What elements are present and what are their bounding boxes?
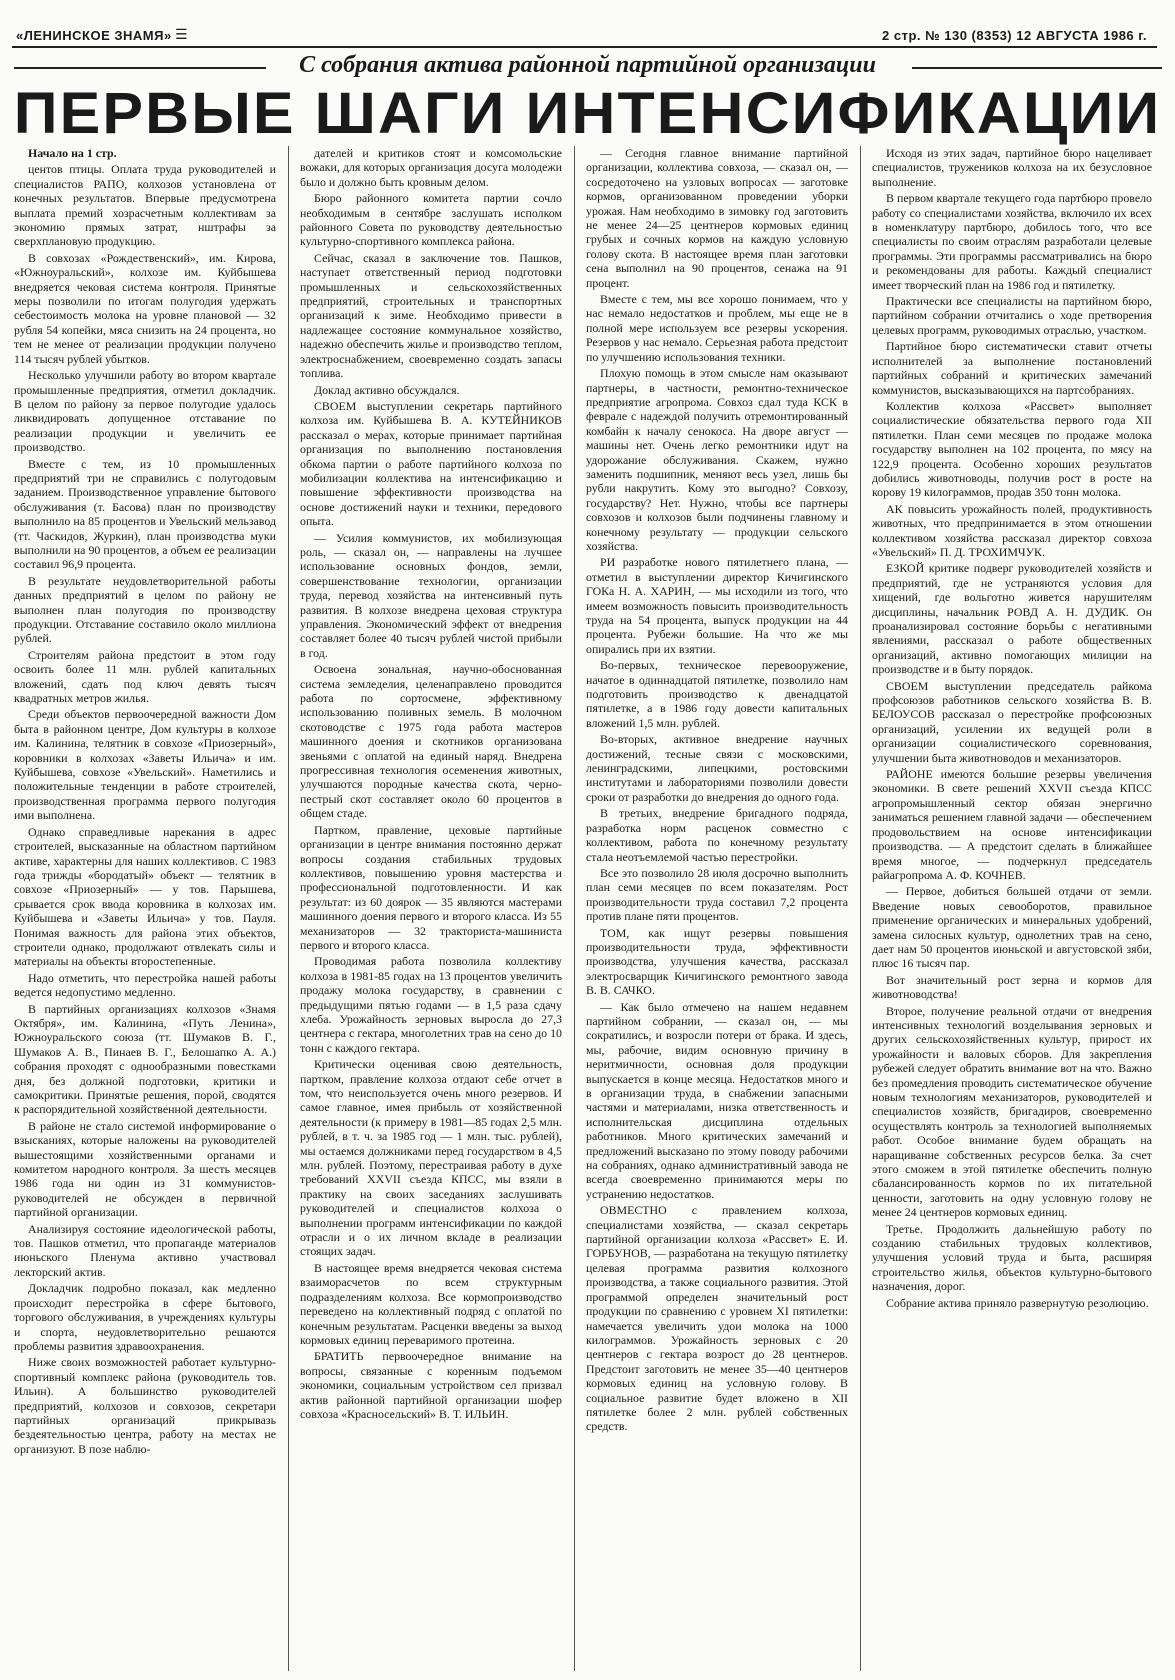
article-paragraph: В районе не стало системой информирование о взысканиях, которые наложены на руководителей вышестоящими хозяйственными органами и комитетом народного контроля. За шесть месяцев 1986 года ни один из 31 коммунистов-руководителей не обсужден в первичной партийной организации.	[14, 1118, 276, 1220]
column-2	[300, 146, 562, 1671]
article-body	[14, 146, 1164, 1671]
article-paragraph: Освоена зональная, научно-обоснованная система земледелия, целенаправлено проводится работа по сортосмене, эффективному использованию поливных земель. В молочном скотоводстве с 1975 года работа мастеров машинного доения и скотников организована звеньями с оплатой на единый наряд. Внедрена прогрессивная технология осеменения животных, улучшаются породные качества скота, черно-пестрый скот составляет около 60 процентов в общем стаде.	[300, 662, 562, 821]
article-paragraph: — Сегодня главное внимание партийной организации, коллектива совхоза, — сказал он, — сосредоточено на узловых вопросах — заготовке кормов, организованном проведении уборки урожая. Нам необходимо в зимовку год заготовить не менее 24—25 центнеров кормовых единиц грубых и сочных кормов на каждую условную голову скота. В настоящее время план заготовки сена выполнил на 90 процентов, сенажа на 91 процент.	[586, 146, 848, 290]
column-3	[586, 146, 848, 1671]
kicker-rule-right	[912, 67, 1162, 69]
article-paragraph: Анализируя состояние идеологической работы, тов. Пашков отметил, что пропаганде материалов июньского Пленума активно участвовал лекторский актив.	[14, 1221, 276, 1279]
article-paragraph: Доклад активно обсуждался.	[314, 382, 460, 397]
column-4-text	[872, 146, 1152, 1310]
continued-note: Начало на 1 стр.	[28, 146, 117, 160]
article-paragraph: Плохую помощь в этом смысле нам оказывают партнеры, в частности, ремонтно-техническое предприятие агропрома. Совхоз сдал туда КСК в феврале с надеждой получить отремонтированный комбайн к началу сенокоса. На дворе август — машины нет. Очень легко ремонтники идут на удорожание обслуживания. Скажем, нужно заменить подшипник, меняют весь узел, лишь бы рубли накрутить. Кому это выгодно? Совхозу, государству? Нет. Нужно, чтобы все партнеры совхозов и колхозов были подчинены главному и конечному результату — продукции сельского хозяйства.	[586, 366, 848, 553]
article-paragraph: Бюро районного комитета партии сочло необходимым в сентябре заслушать исполком районного Совета по руководству деятельностью культурно-спортивного комплекса района.	[300, 191, 562, 249]
article-paragraph: Практически все специалисты на партийном бюро, партийном собрании отчитались о ходе претворения целевых программ, руководимых отраслью, участком.	[872, 294, 1152, 337]
article-paragraph: дателей и критиков стоят и комсомольские вожаки, для которых организация досуга молодежи было и должно быть кровным делом.	[300, 146, 562, 189]
article-paragraph: — Как было отмечено на нашем недавнем партийном собрании, — сказал он, — мы сократились, и возросли потери от брака. И здесь, мы, рабочие, видим основную причину в неритмичности, основная доля продукции выпускается в конце месяца. Недостатков много и в организации труда, в снабжении запасными частями и материалами, низка ответственность и исполнительская дисциплина отдельных работников. Много критических замечаний и предложений высказано по этому поводу рабочими на собраниях, однако административный завода не всегда своевременно принимаются меры по устранению недостатков.	[586, 999, 848, 1201]
article-paragraph: Строителям района предстоит в этом году освоить более 11 млн. рублей капитальных вложений, сдать под ключ девять тысяч квадратных метров жилья.	[14, 647, 276, 706]
article-paragraph: БРАТИТЬ первоочередное внимание на вопросы, связанные с коренным подъемом экономики, социальным устройством сел призвал актив районной партийной организации шофер совхоза «Красносельский» В. Т. ИЛЬИН.	[300, 1349, 562, 1421]
article-paragraph: — Первое, добиться большей отдачи от земли. Введение новых севооборотов, правильное применение органических и минеральных удобрений, замена силосных культур, однолетних трав на сено, дает нам 50 процентов июньской и августовской зяби, плюс 16 тысяч пар.	[872, 884, 1152, 971]
article-paragraph: Среди объектов первоочередной важности Дом быта в районном центре, Дом культуры в колхозе им. Калинина, телятник в совхозе «Приозерный», коровники в колхозах «Заветы Ильича» и им. Куйбышева, совхозе «Увельский». Наметились и положительные тенденции в работе строителей, производственная программа первого полугодия ими выполнена.	[14, 707, 276, 823]
article-paragraph: Надо отметить, что перестройка нашей работы ведется недопустимо медленно.	[14, 970, 276, 1000]
column-4	[872, 146, 1152, 1671]
article-paragraph: В третьих, внедрение бригадного подряда, разработка норм расценок совместно с коллективом, работа по конечному результату стала неотъемлемой частью перестройки.	[586, 806, 848, 864]
article-paragraph: Партком, правление, цеховые партийные организации в центре внимания постоянно держат вопросы создания стабильных трудовых коллективов, повышению уровня мастерства и профессиональной подготовленности. И как результат: из 60 доярок — 35 являются мастерами машинного доения первого и второго класса. Из 55 механизаторов — 32 тракториста-машиниста первого и второго класса.	[300, 822, 562, 952]
newspaper-name: «ЛЕНИНСКОЕ ЗНАМЯ»	[16, 28, 172, 43]
column-3-text	[586, 146, 848, 1434]
masthead	[12, 24, 1157, 48]
article-paragraph: РАЙОНЕ имеются большие резервы увеличения экономики. В свете решений XXVII съезда КПСС агропромышленный сектор обязан энергично заниматься решением главной задачи — обеспечением продовольствием на основе интенсификации производства. — А предстоит сделать в ближайшее время многое, — подчеркнул председатель райагропрома А. Ф. КОЧНЕВ.	[872, 767, 1152, 882]
article-paragraph: В первом квартале текущего года партбюро провело работу со специалистами хозяйства, включило их всех в номенклатуру партбюро, добилось того, что все специалисты по своим отраслям разработали целевые программы. Эти программы рассматривались на бюро и рекомендованы для работы. Каждый специалист имеет творческий план на 1986 год и пятилетку.	[872, 191, 1152, 292]
article-paragraph: центов птицы. Оплата труда руководителей и специалистов РАПО, колхозов установлена от конечных результатов. Впервые предусмотрена выплата премий хозрасчетным коллективам за экономию прямых затрат, нштрафы за сверхплановую продукцию.	[14, 162, 276, 249]
article-paragraph: В результате неудовлетворительной работы данных предприятий в целом по району не выполнен план полугодия по производству продукции. Отставание составило около миллиона рублей.	[14, 573, 276, 646]
article-paragraph: СВОЕМ выступлении секретарь партийного колхоза им. Куйбышева В. А. КУТЕЙНИКОВ рассказал о мерах, которые принимает партийная организация по выполнению постановления обкома партии о работе партийного колхоза по мобилизации коллектива на интенсификацию и повышение эффективности производства на основе достижений науки и техники, передового опыта.	[300, 398, 562, 529]
article-paragraph: Вот значительный рост зерна и кормов для животноводства!	[872, 972, 1152, 1002]
article-paragraph: Второе, получение реальной отдачи от внедрения интенсивных технологий возделывания зерновых и других сельскохозяйственных культур, прирост их урожайности и валовых сборов. Для закрепления рубежей следует обратить внимание вот на что. Важно без промедления проводить систематическое обучение новым технологиям механизаторов, руководителей и специалистов хозяйств, бригадиров, своевременно осуществлять контроль за технологией выполняемых работ. Особое внимание будем обращать на наращивание собственных ресурсов белка. За счет этого сможем в этой пятилетке обеспечить полную сбалансированность кормов по их питательной ценности, заготовить на одну условную голову не менее 24 центнеров кормовых единиц.	[872, 1003, 1152, 1220]
masthead-ornament: ☰	[175, 26, 189, 42]
article-paragraph: Исходя из этих задач, партийное бюро нацеливает специалистов, тружеников колхоза на их безусловное выполнение.	[872, 146, 1152, 189]
article-paragraph: Во-первых, техническое перевооружение, начатое в одиннадцатой пятилетке, позволило нам подготовить производство к двенадцатой пятилетке, а в 1986 году довести капитальных вложений 1,5 млн. рублей.	[586, 658, 848, 730]
article-paragraph: Все это позволило 28 июля досрочно выполнить план семи месяцев по всем показателям. Рост производительности труда составил 7,2 процента против плане пяти процентов.	[586, 865, 848, 924]
article-paragraph: СВОЕМ выступлении председатель райкома профсоюзов работников сельского хозяйства В. В. БЕЛОУСОВ рассказал о перестройке профсоюзных организаций, усилении их ведущей роли в организации социалистического соревнования, улучшении быта животноводов и механизаторов.	[872, 678, 1152, 765]
article-paragraph: Третье. Продолжить дальнейшую работу по созданию стабильных трудовых коллективов, улучшения условий труда и быта, расширяя строительство жилья, объектов культурно-бытового назначения, дорог.	[872, 1221, 1152, 1294]
kicker: С собрания актива районной партийной организации	[299, 52, 876, 78]
article-paragraph: РИ разработке нового пятилетнего плана, — отметил в выступлении директор Кичигинского ГОКа Н. А. ХАРИН, — мы исходили из того, что имеем возможность повысить производительность труда на 54 процента, выпуск продукции на 44 процента. Рубежи большие. На что же мы опирались при их взятии.	[586, 555, 848, 656]
column-rule	[860, 146, 861, 1671]
article-paragraph: ОВМЕСТНО с правлением колхоза, специалистами хозяйства, — сказал секретарь партийной организации колхоза «Рассвет» Е. И. ГОРБУНОВ, — разработана на текущую пятилетку целевая программа развития колхозного производства, а также социального развития. Этой программой определен значительный рост продукции по сравнению с уровнем XI пятилетки: намечается увеличить удои молока на 1000 килограммов. Урожайность зерновых с 20 центнеров с гектара возрост до 28 центнеров. Предстоит заготовить не менее 35—40 центнеров кормовых единиц на условную голову. В социальное развитие будет вложено в XII пятилетке более 2 млн. рублей собственных средств.	[586, 1203, 848, 1434]
article-paragraph: В совхозах «Рождественский», им. Кирова, «Южноуральский», колхозе им. Куйбышева внедряется чековая система контроля. Принятые меры позволили по итогам полугодия удержать себестоимость молока на уровне плановой — 32 рубля 54 копейки, мяса снизить на 24 процента, но тем не менее от реализации продукции получено 114 тысяч рублей убытков.	[14, 250, 276, 366]
article-paragraph: В партийных организациях колхозов «Знамя Октября», им. Калинина, «Путь Ленина», Южноуральского союза (тт. Шумаков В. Г., Шумаков А. В., Пинаев В. Г., Белошапко А. А.) собрания проходят с однообразными повестками дня, без должной подготовки, критики и самокритики. Принятые решения, порой, сводятся к распорядительной хозяйственной деятельности.	[14, 1001, 276, 1117]
article-paragraph: АК повысить урожайность полей, продуктивность животных, что предпринимается в этом отношении коллективом хозяйства рассказал директор совхоза «Увельский» П. Д. ТРОХИМЧУК.	[872, 501, 1152, 559]
article-paragraph: Однако справедливые нарекания в адрес строителей, высказанные на областном партийном активе, характерны для наших коллективов. С 1983 года трижды «бородатый» объект — телятник в совхозе «Приозерный» — у тов. Парышева, срывается срок ввода коровника в колхозах им. Куйбышева и «Заветы Ильича» у тов. Пауля. Понимая важность для района этих объектов, строители однако, продолжают отвлекать силы и материалы на объекты второстепенные.	[14, 824, 276, 969]
article-paragraph: В настоящее время внедряется чековая система взаиморасчетов по всем структурным подразделениям колхоза. Все кормопроизводство переведено на коллективный подряд с оплатой по конечным результатам. Расценки введены за выход кормовых единиц переваримого протеина.	[300, 1260, 562, 1347]
article-paragraph: ТОМ, как ищут резервы повышения производительности труда, эффективности производства, улучшения качества, рассказал электросварщик Кичигинского ремонтного завода В. В. САЧКО.	[586, 925, 848, 998]
column-1	[14, 146, 276, 1671]
article-paragraph: Несколько улучшили работу во втором квартале промышленные предприятия, отметил докладчик. В целом по району за первое полугодие удалось ликвидировать допущенное отставание по реализации продукции и увеличить ее производство.	[14, 368, 276, 455]
article-paragraph: Вместе с тем, из 10 промышленных предприятий три не справились с полугодовым заданием. Производственное управление бытового обслуживания (т. Басова) план по производству выполнило на 85 процентов и Увельский мельзавод (тт. Часкидов, Журкин), план производства муки выполнили на 90 процентов, а объем ее реализации составил 96,9 процента.	[14, 456, 276, 572]
column-2-text	[300, 146, 562, 1421]
article-paragraph: — Усилия коммунистов, их мобилизующая роль, — сказал он, — направлены на лучшее использование основных фондов, земли, совершенствование технологии, организации труда, перевод хозяйства на интенсивный путь развития. В колхозе внедрена цеховая структура управления. Экономический эффект от внедрения составляет более 40 тысяч рублей чистой прибыли в год.	[300, 530, 562, 660]
article-paragraph: ЕЗКОЙ критике подверг руководителей хозяйств и предприятий, где не устраняются условия для хищений, где вольготно живется нарушителям дисциплины, начальник РОВД А. Н. ДУДИК. Он проанализировал состояние борьбы с негативными явлениями, рассказал о работе общественных организаций, активно помогающих милиции на производстве и в быту порядок.	[872, 561, 1152, 677]
column-1-text	[14, 162, 276, 1456]
article-paragraph: Во-вторых, активное внедрение научных достижений, тесные связи с московскими, ленинградскими, липецкими, ростовскими институтами и лабораториями позволили довести сроки от разработки до внедрения до одного года.	[586, 732, 848, 804]
article-paragraph: Проводимая работа позволила коллективу колхоза в 1981-85 годах на 13 процентов увеличить продажу молока государству, в сравнении с предыдущими пятью годами — в 1,5 раза сдачу хлеба. Урожайность зерновых выросла до 27,3 центнера с гектара, многолетних трав на сено до 10 тонн с каждого гектара.	[300, 954, 562, 1055]
headline: ПЕРВЫЕ ШАГИ ИНТЕНСИФИКАЦИИ	[13, 81, 1162, 146]
article-paragraph: Докладчик подробно показал, как медленно происходит перестройка в сфере бытового, торгового обслуживания, в учреждениях культуры и спорта, неудовлетворительно решаются проблемы развития здравоохранения.	[14, 1281, 276, 1353]
column-rule	[574, 146, 575, 1671]
article-paragraph: Вместе с тем, мы все хорошо понимаем, что у нас немало недостатков и проблем, мы еще не в полной мере используем все резервы ускорения. Резервов у нас немало. Серьезная работа предстоит по улучшению использования техники.	[586, 292, 848, 364]
article-paragraph: Партийное бюро систематически ставит отчеты исполнителей за выполнение постановлений партийных собраний и критических замечаний коммунистов, высказывающихся на партсобраниях.	[872, 339, 1152, 397]
article-paragraph: Собрание актива приняло развернутую резолюцию.	[886, 1295, 1149, 1310]
column-rule	[288, 146, 289, 1671]
article-paragraph: Сейчас, сказал в заключение тов. Пашков, наступает ответственный период подготовки промышленных и сельскохозяйственных предприятий, строительных и транспортных организаций к зиме. Необходимо привести в надлежащее состояние коммунальное хозяйство, надежно обеспечить жилье и производство теплом, электроснабжением, своевременно создать запасы топлива.	[300, 250, 562, 381]
article-paragraph: Критически оценивая свою деятельность, партком, правление колхоза отдают себе отчет в том, что неиспользуется очень много резервов. И самое главное, имея прибыль от хозяйственной деятельности (к примеру в 1981—85 годах 2,5 млн. рублей, в т. ч. за 1985 год — 1 млн. тыс. рублей), мы остаемся должниками перед государством в 4,5 млн. рублей. Поэтому, перестраивая работу в духе требований XXVII съезда КПСС, мы взяли в практику на своих заседаниях заслушивать руководителей и специалистов колхоза о выполнении программ интенсификации по каждой отрасли и о их личном вкладе в реализации стоящих задач.	[300, 1057, 562, 1259]
article-paragraph: Коллектив колхоза «Рассвет» выполняет социалистические обязательства первого года XII пятилетки. План семи месяцев по продаже молока государству выполнен на 102 процента, по мясу на 122,9 процента. Особенно хороших результатов добились животноводы, получив рост в росте на корову 19 килограммов, продав 350 тонн молока.	[872, 398, 1152, 500]
issue-info: 2 стр. № 130 (8353) 12 АВГУСТА 1986 г.	[882, 28, 1147, 43]
article-paragraph: Ниже своих возможностей работает культурно-спортивный комплекс района (руководитель тов. Ильин). А большинство руководителей предприятий, колхозов и совхозов, секретари партийных организаций прикрывазь бездеятельностью центра, работу на местах не организуют. В позе наблю-	[14, 1355, 276, 1456]
